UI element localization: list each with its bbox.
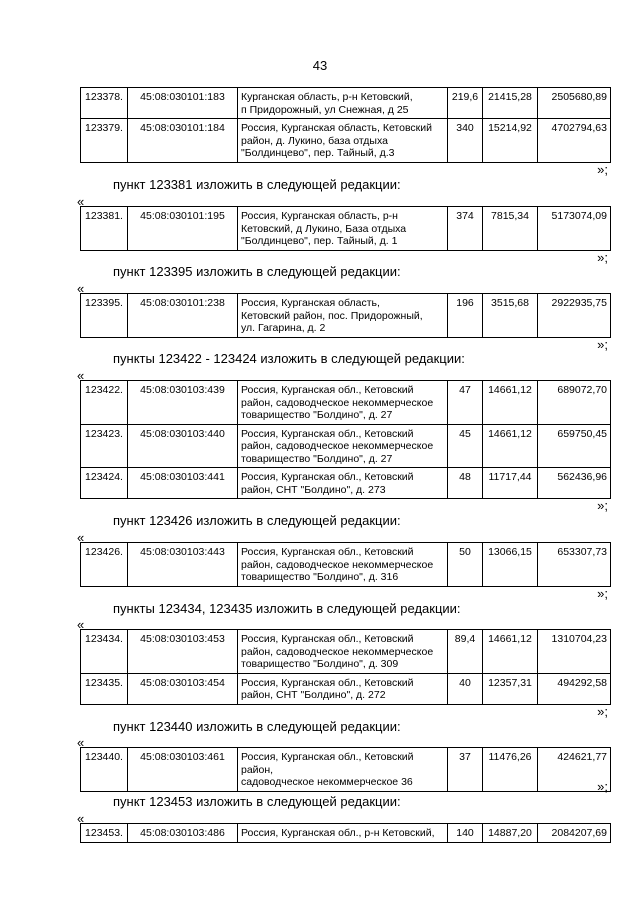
close-mark: »; [597, 586, 608, 601]
cell-cadastral-number: 45:08:030103:439 [128, 381, 238, 425]
instruction-4: пункт 123426 изложить в следующей редакции: [113, 513, 401, 528]
cell-rate: 15214,92 [483, 119, 538, 163]
cell-address: Россия, Курганская обл., Кетовский район, СНТ "Болдино", д. 273 [238, 468, 448, 499]
cell-address: Россия, Курганская обл., Кетовский район, садоводческое некоммерческое товарищество "Болдино", д. 27 [238, 424, 448, 468]
cell-address: Россия, Курганская обл., Кетовский район, садоводческое некоммерческое товарищество "Болдино", д. 309 [238, 630, 448, 674]
cell-cadastral-value: 1310704,23 [538, 630, 611, 674]
cell-number: 123426. [81, 543, 128, 587]
cell-number: 123379. [81, 119, 128, 163]
instruction-2: пункт 123395 изложить в следующей редакции: [113, 264, 401, 279]
cell-cadastral-value: 689072,70 [538, 381, 611, 425]
register-table-4 [80, 542, 611, 587]
instruction-6: пункт 123440 изложить в следующей редакции: [113, 719, 401, 734]
open-quote: « [77, 811, 85, 826]
cell-address: Россия, Курганская область, Кетовский район, пос. Придорожный, ул. Гагарина, д. 2 [238, 294, 448, 338]
cell-address: Россия, Курганская обл., Кетовский район, садоводческое некоммерческое товарищество "Болдино", д. 27 [238, 381, 448, 425]
register-table-5 [80, 629, 611, 705]
cell-address: Россия, Курганская обл., Кетовский район, садоводческое некоммерческое 36 [238, 748, 448, 792]
instruction-7: пункт 123453 изложить в следующей редакции: [113, 794, 401, 809]
table-row [81, 630, 611, 674]
cell-area: 196 [448, 294, 483, 338]
cell-number: 123453. [81, 824, 128, 843]
cell-cadastral-value: 562436,96 [538, 468, 611, 499]
open-quote: « [77, 194, 85, 209]
cell-rate: 13066,15 [483, 543, 538, 587]
cell-cadastral-number: 45:08:030103:440 [128, 424, 238, 468]
table-row [81, 119, 611, 163]
close-mark: »; [597, 779, 608, 794]
cell-cadastral-number: 45:08:030103:454 [128, 673, 238, 704]
cell-cadastral-value: 5173074,09 [538, 207, 611, 251]
close-mark: »; [597, 704, 608, 719]
close-mark: »; [597, 498, 608, 513]
instruction-3: пункты 123422 - 123424 изложить в следующей редакции: [113, 351, 465, 366]
cell-rate: 14661,12 [483, 381, 538, 425]
table-row [81, 673, 611, 704]
cell-area: 37 [448, 748, 483, 792]
cell-address: Россия, Курганская область, р-н Кетовский, д Лукино, База отдыха "Болдинцево", пер. Тайный, д. 1 [238, 207, 448, 251]
close-mark: »; [597, 337, 608, 352]
cell-address: Россия, Курганская обл., Кетовский район, СНТ "Болдино", д. 272 [238, 673, 448, 704]
cell-address: Курганская область, р-н Кетовский, п Придорожный, ул Снежная, д 25 [238, 88, 448, 119]
cell-number: 123395. [81, 294, 128, 338]
cell-area: 140 [448, 824, 483, 843]
cell-area: 374 [448, 207, 483, 251]
table-row [81, 543, 611, 587]
cell-rate: 11717,44 [483, 468, 538, 499]
cell-number: 123440. [81, 748, 128, 792]
table-row [81, 294, 611, 338]
table-row [81, 824, 611, 843]
cell-cadastral-value: 653307,73 [538, 543, 611, 587]
cell-area: 40 [448, 673, 483, 704]
register-table-3 [80, 380, 611, 499]
cell-rate: 14661,12 [483, 424, 538, 468]
cell-area: 219,6 [448, 88, 483, 119]
cell-number: 123381. [81, 207, 128, 251]
cell-cadastral-value: 2922935,75 [538, 294, 611, 338]
register-table-7 [80, 823, 611, 843]
cell-number: 123422. [81, 381, 128, 425]
cell-rate: 14661,12 [483, 630, 538, 674]
table-row [81, 468, 611, 499]
open-quote: « [77, 281, 85, 296]
table-row [81, 207, 611, 251]
cell-cadastral-number: 45:08:030103:443 [128, 543, 238, 587]
instruction-1: пункт 123381 изложить в следующей редакции: [113, 177, 401, 192]
open-quote: « [77, 530, 85, 545]
cell-address: Россия, Курганская область, Кетовский район, д. Лукино, база отдыха "Болдинцево", пер. Тайный, д.3 [238, 119, 448, 163]
cell-cadastral-number: 45:08:030103:461 [128, 748, 238, 792]
register-table-2 [80, 293, 611, 338]
table-row [81, 88, 611, 119]
cell-number: 123378. [81, 88, 128, 119]
cell-cadastral-value: 2505680,89 [538, 88, 611, 119]
cell-cadastral-value: 494292,58 [538, 673, 611, 704]
cell-number: 123423. [81, 424, 128, 468]
cell-cadastral-number: 45:08:030103:441 [128, 468, 238, 499]
cell-cadastral-value: 2084207,69 [538, 824, 611, 843]
cell-cadastral-number: 45:08:030101:238 [128, 294, 238, 338]
cell-area: 47 [448, 381, 483, 425]
page-number: 43 [312, 58, 328, 73]
cell-area: 48 [448, 468, 483, 499]
cell-cadastral-value: 424621,77 [538, 748, 611, 792]
close-mark: »; [597, 162, 608, 177]
table-row [81, 424, 611, 468]
cell-cadastral-value: 659750,45 [538, 424, 611, 468]
cell-cadastral-number: 45:08:030101:184 [128, 119, 238, 163]
cell-cadastral-number: 45:08:030101:183 [128, 88, 238, 119]
open-quote: « [77, 617, 85, 632]
instruction-5: пункты 123434, 123435 изложить в следующей редакции: [113, 601, 461, 616]
cell-address: Россия, Курганская обл., Кетовский район, садоводческое некоммерческое товарищество "Болдино", д. 316 [238, 543, 448, 587]
register-table-1 [80, 206, 611, 251]
table-row [81, 381, 611, 425]
table-row [81, 748, 611, 792]
cell-address: Россия, Курганская обл., р-н Кетовский, [238, 824, 448, 843]
cell-rate: 21415,28 [483, 88, 538, 119]
cell-rate: 14887,20 [483, 824, 538, 843]
cell-area: 89,4 [448, 630, 483, 674]
cell-rate: 3515,68 [483, 294, 538, 338]
open-quote: « [77, 368, 85, 383]
register-table-0 [80, 87, 611, 163]
cell-number: 123435. [81, 673, 128, 704]
cell-rate: 11476,26 [483, 748, 538, 792]
cell-area: 45 [448, 424, 483, 468]
cell-cadastral-number: 45:08:030103:486 [128, 824, 238, 843]
cell-cadastral-value: 4702794,63 [538, 119, 611, 163]
open-quote: « [77, 735, 85, 750]
cell-cadastral-number: 45:08:030101:195 [128, 207, 238, 251]
cell-number: 123424. [81, 468, 128, 499]
close-mark: »; [597, 250, 608, 265]
cell-cadastral-number: 45:08:030103:453 [128, 630, 238, 674]
cell-number: 123434. [81, 630, 128, 674]
cell-rate: 7815,34 [483, 207, 538, 251]
cell-rate: 12357,31 [483, 673, 538, 704]
cell-area: 50 [448, 543, 483, 587]
register-table-6 [80, 747, 611, 792]
cell-area: 340 [448, 119, 483, 163]
